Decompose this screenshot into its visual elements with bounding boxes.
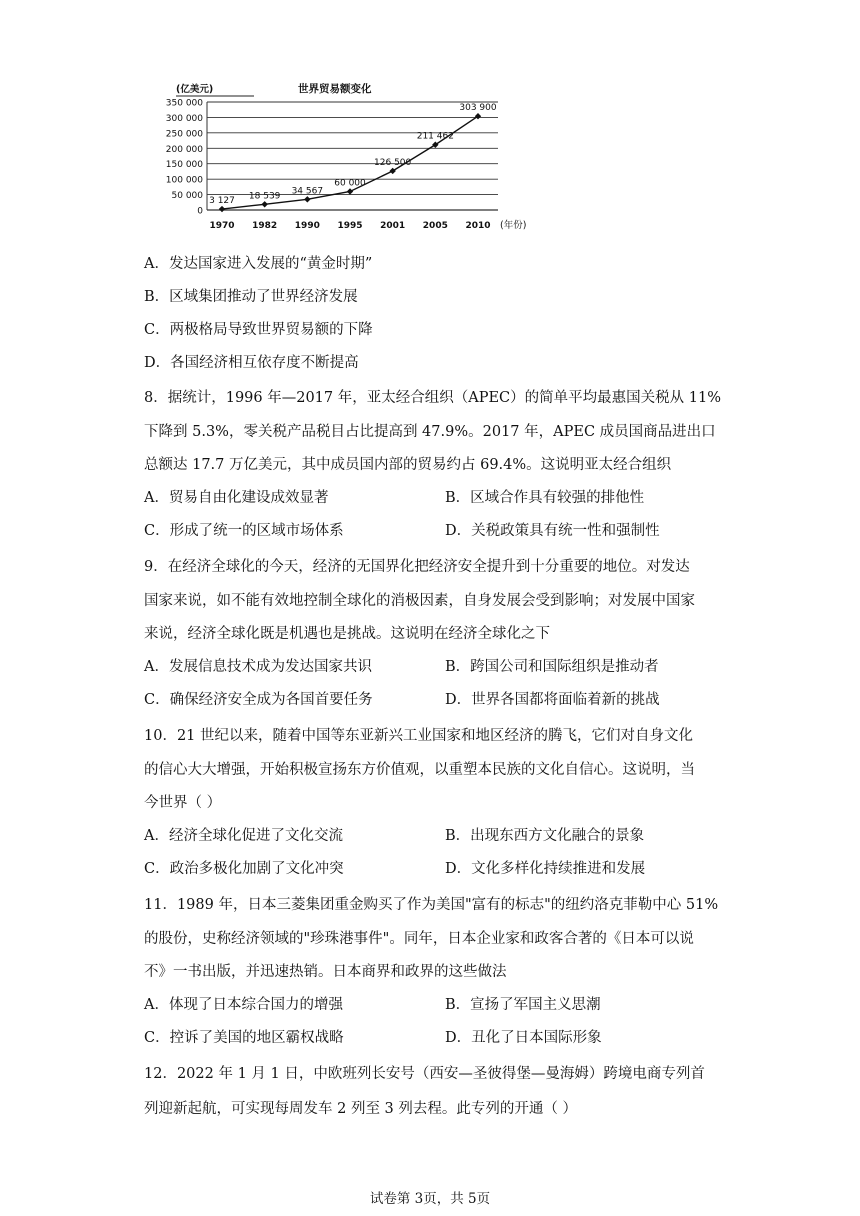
data-label: 60 000 bbox=[334, 178, 366, 189]
y-tick-label: 0 bbox=[197, 206, 203, 217]
chart-title: 世界贸易额变化 bbox=[298, 83, 372, 95]
q8-option-d: D．关税政策具有统一性和强制性 bbox=[445, 523, 660, 539]
q7-option-a: A．发达国家进入发展的“黄金时期” bbox=[144, 256, 373, 272]
data-label: 18 539 bbox=[248, 191, 281, 202]
data-point bbox=[219, 206, 225, 212]
data-label: 126 500 bbox=[374, 157, 412, 168]
y-tick-label: 250 000 bbox=[165, 129, 203, 140]
q7-option-d: D．各国经济相互依存度不断提高 bbox=[144, 355, 359, 371]
y-tick-label: 200 000 bbox=[165, 144, 203, 155]
chart-xlabel: (年份) bbox=[500, 220, 527, 231]
q8-option-b: B．区域合作具有较强的排他性 bbox=[445, 490, 645, 506]
q10-stem-line-2: 的信心大大增强，开始积极宣扬东方价值观，以重塑本民族的文化自信心。这说明，当 bbox=[144, 762, 695, 778]
data-label: 3 127 bbox=[209, 196, 235, 207]
y-tick-label: 150 000 bbox=[165, 160, 203, 171]
y-tick-label: 100 000 bbox=[165, 175, 203, 186]
q11-stem-line-3: 不》一书出版，并迅速热销。日本商界和政界的这些做法 bbox=[144, 964, 507, 980]
q11-option-a: A．体现了日本综合国力的增强 bbox=[144, 997, 343, 1013]
data-point bbox=[304, 196, 310, 202]
data-label: 211 462 bbox=[416, 131, 454, 142]
q9-stem-line-3: 来说，经济全球化既是机遇也是挑战。这说明在经济全球化之下 bbox=[144, 626, 550, 642]
q9-option-b: B．跨国公司和国际组织是推动者 bbox=[445, 659, 659, 675]
x-tick-label: 1970 bbox=[209, 221, 235, 231]
chart-ylabel: (亿美元) bbox=[176, 84, 214, 95]
q8-option-c: C．形成了统一的区域市场体系 bbox=[144, 523, 344, 539]
q9-option-c: C．确保经济安全成为各国首要任务 bbox=[144, 692, 373, 708]
x-tick-label: 2005 bbox=[422, 221, 448, 231]
q7-option-c: C．两极格局导致世界贸易额的下降 bbox=[144, 322, 373, 338]
q10-option-d: D．文化多样化持续推进和发展 bbox=[445, 861, 646, 877]
q11-option-b: B．宣扬了军国主义思潮 bbox=[445, 997, 601, 1013]
q8-stem-line-2: 下降到 5.3%，零关税产品税目占比提高到 47.9%。2017 年，APEC 成员国商品进出口 bbox=[144, 424, 716, 440]
q7-option-b: B．区域集团推动了世界经济发展 bbox=[144, 289, 358, 305]
x-tick-label: 1995 bbox=[337, 221, 363, 231]
q9-option-d: D．世界各国都将面临着新的挑战 bbox=[445, 692, 660, 708]
q12-stem-line-1: 12．2022 年 1 月 1 日，中欧班列长安号（西安—圣彼得堡—曼海姆）跨境电商专列首 bbox=[144, 1066, 705, 1082]
y-tick-label: 50 000 bbox=[171, 191, 203, 202]
trade-chart bbox=[150, 76, 540, 236]
q11-stem-line-2: 的股份，史称经济领域的"珍珠港事件"。同年，日本企业家和政客合著的《日本可以说 bbox=[144, 931, 694, 947]
q9-stem-line-2: 国家来说，如不能有效地控制全球化的消极因素，自身发展会受到影响；对发展中国家 bbox=[144, 593, 695, 609]
y-tick-label: 350 000 bbox=[165, 98, 203, 109]
y-tick-label: 300 000 bbox=[165, 113, 203, 124]
x-tick-label: 2010 bbox=[465, 221, 491, 231]
q10-option-a: A．经济全球化促进了文化交流 bbox=[144, 828, 343, 844]
q9-stem-line-1: 9．在经济全球化的今天，经济的无国界化把经济安全提升到十分重要的地位。对发达 bbox=[144, 559, 690, 575]
q11-option-c: C．控诉了美国的地区霸权战略 bbox=[144, 1030, 344, 1046]
data-label: 34 567 bbox=[291, 186, 324, 197]
q10-option-c: C．政治多极化加剧了文化冲突 bbox=[144, 861, 344, 877]
q8-stem-line-1: 8．据统计，1996 年—2017 年，亚太经合组织（APEC）的简单平均最惠国关税从 11% bbox=[144, 390, 721, 406]
q10-stem-line-3: 今世界（ ） bbox=[144, 795, 222, 811]
q8-option-a: A．贸易自由化建设成效显著 bbox=[144, 490, 329, 506]
q10-option-b: B．出现东西方文化融合的景象 bbox=[445, 828, 645, 844]
q11-stem-line-1: 11．1989 年，日本三菱集团重金购买了作为美国"富有的标志"的纽约洛克菲勒中心 51% bbox=[144, 897, 719, 913]
x-tick-label: 1990 bbox=[294, 221, 320, 231]
q10-stem-line-1: 10．21 世纪以来，随着中国等东亚新兴工业国家和地区经济的腾飞，它们对自身文化 bbox=[144, 728, 694, 744]
trade-line-chart bbox=[150, 76, 540, 236]
q11-option-d: D．丑化了日本国际形象 bbox=[445, 1030, 602, 1046]
data-label: 303 900 bbox=[459, 103, 497, 114]
x-tick-label: 1982 bbox=[252, 221, 278, 231]
data-point bbox=[389, 168, 395, 174]
page-footer: 试卷第 3页，共 5页 bbox=[369, 1191, 491, 1207]
data-point bbox=[261, 201, 267, 207]
q8-stem-line-3: 总额达 17.7 万亿美元，其中成员国内部的贸易约占 69.4%。这说明亚太经合组织 bbox=[144, 457, 672, 473]
q12-stem-line-2: 列迎新起航，可实现每周发车 2 列至 3 列去程。此专列的开通（ ） bbox=[144, 1101, 577, 1117]
x-tick-label: 2001 bbox=[380, 221, 406, 231]
data-point bbox=[347, 188, 353, 194]
q9-option-a: A．发展信息技术成为发达国家共识 bbox=[144, 659, 372, 675]
